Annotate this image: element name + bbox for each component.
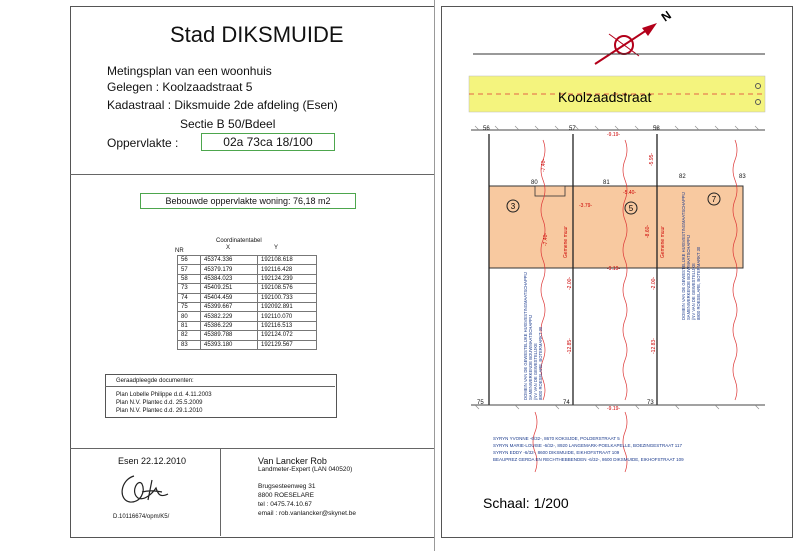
point-label: 82	[679, 174, 686, 180]
dimension-label: -5.95-	[649, 152, 655, 166]
table-row	[178, 312, 317, 321]
wall-label: Gemene muur	[563, 226, 569, 258]
point-number-cell: 82	[178, 331, 201, 340]
table-row	[178, 284, 317, 293]
north-label: N	[658, 8, 674, 25]
owner-label: (NV VAN DE GEWESTELIJKE	[691, 263, 696, 320]
cadastral-line: Kadastraal : Diksmuide 2de afdeling (Esen)	[107, 98, 338, 112]
street-name: Koolzaadstraat	[558, 89, 652, 105]
y-coordinate-cell: 192124.072	[258, 331, 317, 340]
table-row	[178, 321, 317, 330]
point-number-cell: 57	[178, 265, 201, 274]
building-annex	[535, 186, 565, 196]
x-coordinate-cell: 45399.667	[201, 302, 258, 311]
owner-label: 8800 ROESELARE, BOTERMARKT 30	[696, 246, 701, 320]
owner-label: 8800 ROESELARE, BOTERMARKT 30	[538, 326, 543, 400]
point-number-cell: 75	[178, 302, 201, 311]
y-coordinate-cell: 192108.618	[258, 256, 317, 265]
y-coordinate-cell: 192110.070	[258, 312, 317, 321]
table-row	[178, 302, 317, 311]
table-row	[178, 274, 317, 283]
signing-date: Esen 22.12.2010	[118, 456, 187, 466]
point-number-cell: 81	[178, 321, 201, 330]
dimension-label: -9.19-	[607, 132, 621, 138]
neighbour-line: SYRYN YVONNE -6/32-, 8670 KOKSIJDE, POLDERSTRAAT 5	[493, 436, 620, 441]
document-item: Plan N.V. Plantec d.d. 25.5.2009	[116, 400, 203, 406]
point-label: 75	[477, 400, 484, 406]
y-coordinate-cell: 192116.428	[258, 265, 317, 274]
dimension-label: -8.60-	[645, 224, 651, 238]
coord-header-y: Y	[274, 245, 279, 251]
point-label: 80	[531, 180, 538, 186]
dimension-label: -9.19-	[607, 406, 621, 412]
surveyor-street: Brugsesteenweg 31	[258, 483, 316, 490]
point-number-cell: 80	[178, 312, 201, 321]
area-label: Oppervlakte :	[107, 136, 179, 150]
dimension-label: -7.40-	[541, 158, 547, 172]
signature-image	[112, 470, 172, 510]
coord-table-title: Coordinatentabel	[216, 238, 262, 244]
document-title: Stad DIKSMUIDE	[170, 22, 344, 47]
surveyor-city: 8800 ROESELARE	[258, 492, 315, 499]
dimension-label: -3.79-	[579, 203, 593, 209]
left-sheet	[20, 0, 430, 551]
built-area: Bebouwde oppervlakte woning: 76,18 m2	[140, 193, 356, 209]
x-coordinate-cell: 45393.180	[201, 340, 258, 349]
right-sheet	[434, 0, 800, 551]
y-coordinate-cell: 192092.891	[258, 302, 317, 311]
point-label: 74	[563, 400, 570, 406]
point-number-cell: 56	[178, 256, 201, 265]
x-coordinate-cell: 45374.336	[201, 256, 258, 265]
building-block	[489, 186, 743, 268]
point-label: 73	[647, 400, 654, 406]
dimension-label: -12.85-	[567, 338, 573, 354]
owner-label: SAMENWERKENDE BOUWMAATSCHAPPIJ	[686, 234, 691, 320]
point-label: 81	[603, 180, 610, 186]
divider-bottom	[70, 448, 439, 449]
y-coordinate-cell: 192100.733	[258, 293, 317, 302]
owner-label: (NV VAN DE GEWESTELIJKE	[533, 343, 538, 400]
coord-header-nr: NR	[175, 248, 184, 254]
description-line: Metingsplan van een woonhuis	[107, 64, 272, 78]
owner-label: DOMEIN VAN DE GEWESTELIJKE HUISVESTINGMAATSCHAPPIJ	[523, 272, 528, 400]
dimension-label: -5.40-	[623, 190, 637, 196]
point-label: 57	[569, 126, 576, 132]
parcel-boundaries	[489, 134, 657, 405]
document-item: Plan Lobelle Philippe d.d. 4.11.2003	[116, 392, 212, 398]
surveyor-email: email : rob.vanlancker@skynet.be	[258, 510, 357, 517]
x-coordinate-cell: 45384.023	[201, 274, 258, 283]
table-row	[178, 256, 317, 265]
table-row	[178, 265, 317, 274]
surveyor-role: Landmeter-Expert (LAN 040520)	[258, 466, 353, 473]
location-line: Gelegen : Koolzaadstraat 5	[107, 80, 253, 94]
y-coordinate-cell: 192116.513	[258, 321, 317, 330]
dimension-label: -2.00-	[567, 276, 573, 290]
lot-number: 7	[711, 195, 717, 204]
x-coordinate-cell: 45404.459	[201, 293, 258, 302]
section-line: Sectie B 50/Bdeel	[180, 117, 276, 131]
point-number-cell: 58	[178, 274, 201, 283]
x-coordinate-cell: 45379.179	[201, 265, 258, 274]
table-row	[178, 331, 317, 340]
point-number-cell: 73	[178, 284, 201, 293]
hatching	[475, 126, 759, 130]
x-coordinate-cell: 45409.251	[201, 284, 258, 293]
dimension-label: -9.19-	[607, 266, 621, 272]
surveyor-name: Van Lancker Rob	[258, 456, 327, 466]
dimension-label: -7.40-	[543, 232, 549, 246]
neighbour-line: SYRYN EDDY -6/32-, 8600 DIKSMUIDE, EIKHOFSTRAAT 109	[493, 450, 620, 455]
neighbour-line: SYRYN MARIE-LOUISE -6/32-, 8920 LANGEMARK-POELKAPELLE, BOEZINGESTRAAT 117	[493, 443, 682, 448]
neighbour-line: BEAUPREZ GERDA EN RECHTHEBBENDEN -6/32-, 8600 DIKSMUIDE, EIKHOFSTRAAT 109	[493, 457, 684, 462]
surveyor-phone: tel : 0475.74.10.67	[258, 501, 312, 508]
documents-divider	[105, 386, 335, 387]
y-coordinate-cell: 192124.239	[258, 274, 317, 283]
area-value: 02a 73ca 18/100	[201, 133, 335, 151]
signature-divider	[220, 448, 221, 536]
table-row	[178, 340, 317, 349]
point-number-cell: 74	[178, 293, 201, 302]
coordinates-table	[177, 255, 317, 350]
x-coordinate-cell: 45382.229	[201, 312, 258, 321]
y-coordinate-cell: 192108.576	[258, 284, 317, 293]
point-label: 58	[653, 126, 660, 132]
coord-header-x: X	[226, 245, 231, 251]
lot-number: 5	[628, 204, 634, 213]
owner-label: DOMEIN VAN DE GEWESTELIJKE HUISVESTINGMAATSCHAPPIJ	[681, 192, 686, 320]
x-coordinate-cell: 45386.229	[201, 321, 258, 330]
x-coordinate-cell: 45389.788	[201, 331, 258, 340]
site-plan	[435, 0, 800, 551]
owner-label: SAMENWERKENDE BOUWMAATSCHAPPIJ	[528, 314, 533, 400]
point-label: 83	[739, 174, 746, 180]
divider-top	[70, 174, 439, 175]
north-arrow-icon	[595, 8, 674, 64]
table-row	[178, 293, 317, 302]
point-label: 56	[483, 126, 490, 132]
point-number-cell: 83	[178, 340, 201, 349]
dimension-label: -12.83-	[651, 338, 657, 354]
document-item: Plan N.V. Plantec d.d. 29.1.2010	[116, 408, 203, 414]
lot-number: 3	[510, 202, 516, 211]
reference-number: D.10116674/opm/K5/	[113, 514, 170, 520]
wall-label: Gemene muur	[660, 226, 666, 258]
documents-title: Geraadpleegde documenten:	[116, 378, 194, 384]
scale-label: Schaal: 1/200	[483, 495, 569, 511]
y-coordinate-cell: 192129.567	[258, 340, 317, 349]
dimension-label: -2.00-	[651, 276, 657, 290]
